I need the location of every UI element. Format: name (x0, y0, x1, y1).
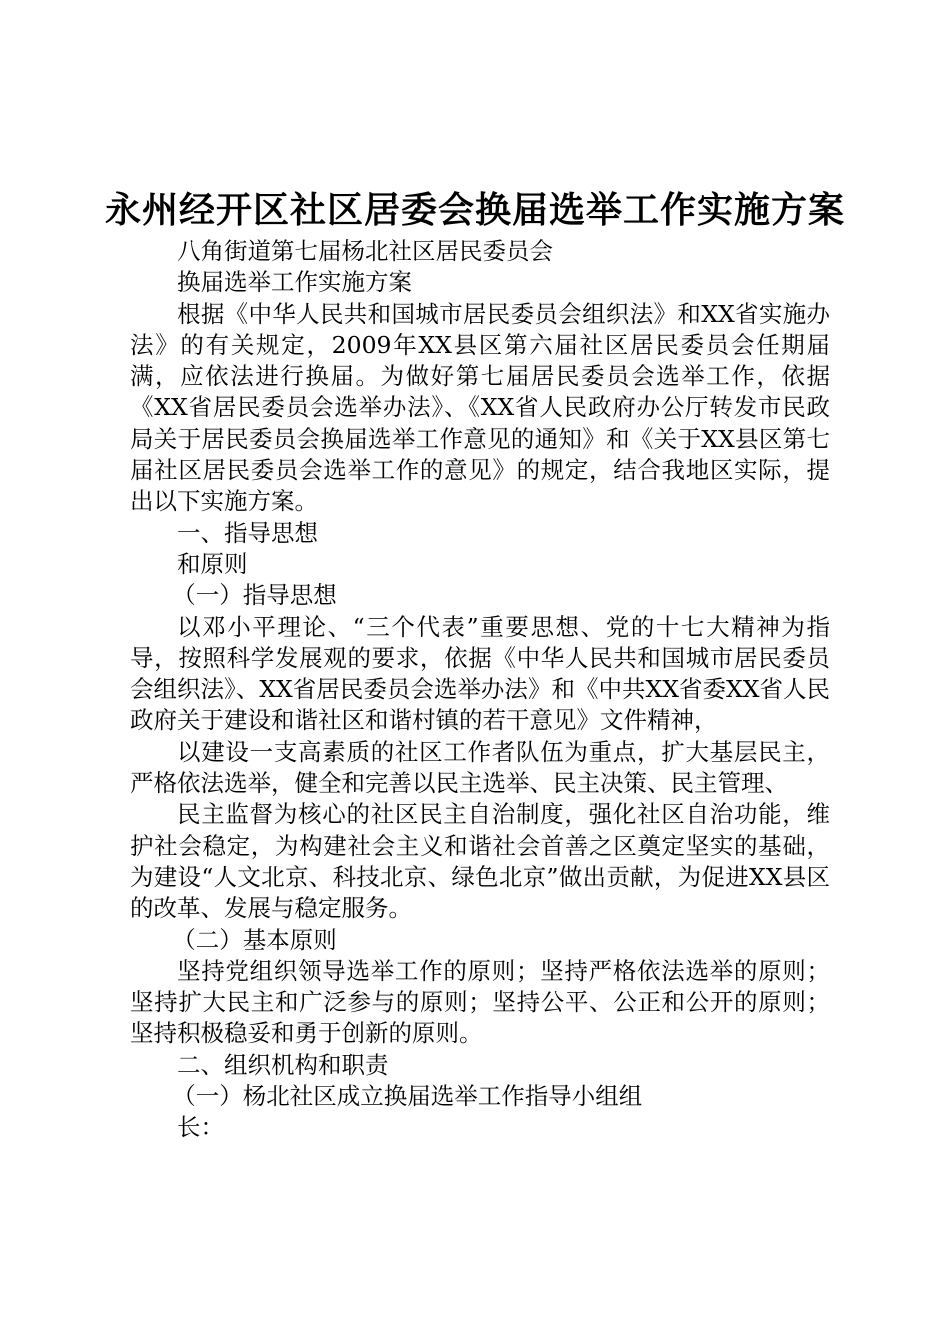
paragraph-guiding-2: 以建设一支高素质的社区工作者队伍为重点，扩大基层民主，严格依法选举，健全和完善以民主选举、民主决策、民主管理、 (130, 737, 830, 798)
section-heading-1-cont: 和原则 (177, 549, 248, 578)
paragraph-guiding-3: 民主监督为核心的社区民主自治制度，强化社区自治功能，维护社会稳定，为构建社会主义和谐社会首善之区奠定坚实的基础，为建设“人文北京、科技北京、绿色北京”做出贡献，为促进XX县区的改革、发展与稳定服务。 (130, 800, 830, 923)
section-heading-2: 二、组织机构和职责 (177, 1050, 389, 1079)
paragraph-subtitle-1: 八角街道第七届杨北社区居民委员会 (177, 237, 553, 265)
paragraph-leader: 长： (177, 1113, 224, 1142)
subsection-heading-2-1: （一）杨北社区成立换届选举工作指导小组组 (172, 1082, 643, 1111)
paragraph-subtitle-2: 换届选举工作实施方案 (177, 268, 412, 297)
paragraph-guiding-1: 以邓小平理论、“三个代表”重要思想、党的十七大精神为指导，按照科学发展观的要求，依据《中华人民共和国城市居民委员会组织法》、XX省居民委员会选举办法》和《中共XX省委XX省人民政府关于建设和谐社区和谐村镇的若干意见》文件精神， (130, 612, 830, 735)
subsection-heading-1-2: （二）基本原则 (172, 925, 337, 954)
subsection-heading-1-1: （一）指导思想 (172, 581, 337, 610)
section-heading-1: 一、指导思想 (177, 518, 318, 547)
document-body (130, 236, 830, 1144)
document-title: 永州经开区社区居委会换届选举工作实施方案 (104, 189, 845, 231)
paragraph-principles: 坚持党组织领导选举工作的原则；坚持严格依法选举的原则；坚持扩大民主和广泛参与的原则；坚持公平、公正和公开的原则；坚持积极稳妥和勇于创新的原则。 (130, 956, 830, 1048)
paragraph-intro: 根据《中华人民共和国城市居民委员会组织法》和XX省实施办法》的有关规定，2009年XX县区第六届社区居民委员会任期届满，应依法进行换届。为做好第七届居民委员会选举工作，依据《XX省居民委员会选举办法》、《XX省人民政府办公厅转发市民政局关于居民委员会换届选举工作意见的通知》和《关于XX县区第七届社区居民委员会选举工作的意见》的规定，结合我地区实际，提出以下实施方案。 (130, 299, 830, 516)
